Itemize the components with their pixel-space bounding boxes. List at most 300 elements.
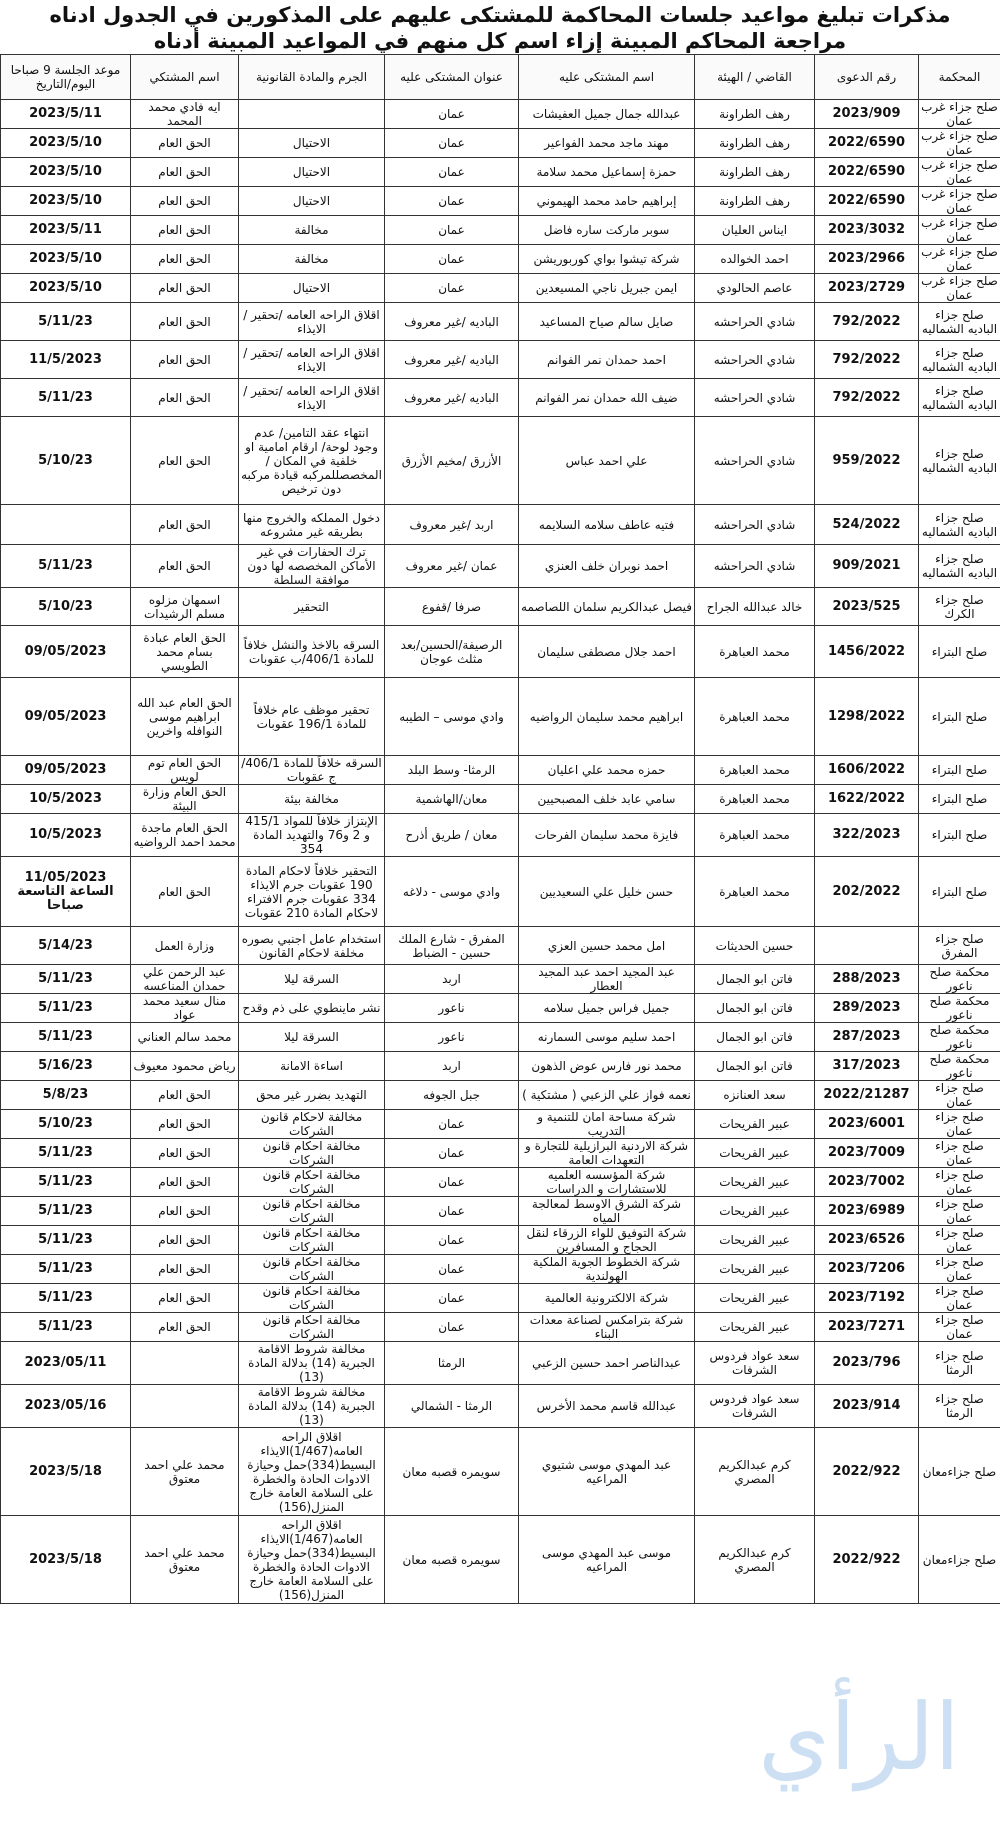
cell-judge: فاتن ابو الجمال [695,1052,815,1081]
cell-case-number: 2023/7192 [815,1284,919,1313]
cell-judge: شادي الحراحشه [695,505,815,545]
cell-offense: مخالفة احكام قانون الشركات [239,1226,385,1255]
cell-defendant-name: عبد المهدي موسى شتيوي المراعيه [519,1428,695,1516]
cell-session-date: 5/10/23 [1,417,131,505]
cell-complainant: الحق العام [131,857,239,927]
cell-session-date: 5/11/23 [1,1197,131,1226]
cell-complainant: الحق العام توم لويس [131,756,239,785]
table-row [1,1428,1000,1516]
cell-defendant-name: عبدالناصر احمد حسين الزعبي [519,1342,695,1385]
cell-defendant-name: عبد المجيد احمد عبد المجيد العطار [519,965,695,994]
cell-defendant-name: فايزة محمد سليمان الفرحات [519,814,695,857]
cell-case-number: 2023/6526 [815,1226,919,1255]
cell-offense: اقلاق الراحه العامه(1/467)الايذاء البسيط(334)حمل وحيازة الادوات الحادة والخطرة على السلامة العامة خارج المنزل(156) [239,1516,385,1604]
cell-defendant-address: المفرق - شارع الملك حسين - الضباط [385,927,519,965]
cell-defendant-address: عمان [385,1255,519,1284]
cell-defendant-name: حمزه محمد علي اعليان [519,756,695,785]
cell-complainant: الحق العام [131,1284,239,1313]
cell-defendant-address: سويمره قصبه معان [385,1516,519,1604]
cell-defendant-address: الباديه /غير معروف [385,379,519,417]
cell-complainant: الحق العام [131,158,239,187]
cell-judge: عبير الفريحات [695,1313,815,1342]
cell-defendant-name: امل محمد حسين العزي [519,927,695,965]
cell-complainant: الحق العام [131,1110,239,1139]
cell-complainant: محمد علي احمد معتوق [131,1516,239,1604]
cell-offense: الاحتيال [239,187,385,216]
cell-complainant: الحق العام ماجدة محمد احمد الرواضيه [131,814,239,857]
cell-court: محكمة صلح ناعور [919,994,1000,1023]
cell-court: صلح جزاء غرب عمان [919,158,1000,187]
table-row [1,341,1000,379]
cell-court: صلح جزاء عمان [919,1139,1000,1168]
cell-offense: استخدام عامل اجنبي بصوره مخلفة لاحكام القانون [239,927,385,965]
cell-defendant-address: الباديه /غير معروف [385,303,519,341]
cell-judge: ايناس العليان [695,216,815,245]
cell-offense: مخالفة احكام قانون الشركات [239,1139,385,1168]
cell-defendant-name: شركة التوفيق للواء الزرقاء لنقل الحجاج و المسافرين [519,1226,695,1255]
cell-offense: السرقه بالاخذ والنشل خلافاً للمادة 406/1/ب عقوبات [239,626,385,678]
table-body [1,100,1000,1604]
cell-case-number: 322/2023 [815,814,919,857]
cell-complainant: الحق العام [131,379,239,417]
cell-defendant-name: احمد نوبران خلف العنزي [519,545,695,588]
cell-defendant-address: عمان [385,1226,519,1255]
header-court: المحكمة [919,55,1000,100]
cell-court: صلح جزاء عمان [919,1284,1000,1313]
cell-defendant-address: عمان [385,100,519,129]
cell-complainant: منال سعيد محمد عواد [131,994,239,1023]
cell-defendant-address: اربد /غير معروف [385,505,519,545]
table-row [1,678,1000,756]
cell-offense: مخالفة لاحكام قانون الشركات [239,1110,385,1139]
cell-judge: رهف الطراونة [695,129,815,158]
cell-complainant: الحق العام [131,1139,239,1168]
table-row [1,303,1000,341]
cell-session-date: 2023/5/10 [1,187,131,216]
table-row [1,1168,1000,1197]
cell-complainant: وزارة العمل [131,927,239,965]
cell-defendant-address: عمان [385,1110,519,1139]
cell-case-number: 1606/2022 [815,756,919,785]
cell-complainant: الحق العام [131,341,239,379]
cell-judge: سعد العنانزه [695,1081,815,1110]
cell-defendant-name: فيصل عبدالكريم سلمان اللصاصمه [519,588,695,626]
cell-session-date: 5/16/23 [1,1052,131,1081]
cell-defendant-name: جميل فراس جميل سلامه [519,994,695,1023]
cell-defendant-name: صايل سالم صياح المساعيد [519,303,695,341]
cell-offense: السرقة ليلا [239,1023,385,1052]
cell-defendant-address: عمان [385,1139,519,1168]
cell-offense: اقلاق الراحه العامه /تحقير /الايذاء [239,379,385,417]
cell-offense: مخالفة احكام قانون الشركات [239,1313,385,1342]
cell-defendant-address: عمان [385,158,519,187]
cell-court: صلح جزاء الباديه الشماليه [919,417,1000,505]
cell-session-date: 2023/5/10 [1,245,131,274]
cell-case-number: 2023/7206 [815,1255,919,1284]
table-row [1,756,1000,785]
cell-court: صلح جزاء عمان [919,1110,1000,1139]
table-row [1,245,1000,274]
cell-session-date: 10/5/2023 [1,785,131,814]
cell-complainant: الحق العام [131,1313,239,1342]
newspaper-logo-watermark: الرأي [758,1684,960,1791]
cell-complainant: الحق العام [131,1197,239,1226]
cell-complainant [131,1385,239,1428]
table-row [1,994,1000,1023]
cell-defendant-name: احمد جلال مصطفى سليمان [519,626,695,678]
cell-complainant: الحق العام عبد الله ابراهيم موسى النوافله واخرين [131,678,239,756]
cell-offense: مخالفة احكام قانون الشركات [239,1284,385,1313]
cell-judge: شادي الحراحشه [695,545,815,588]
cell-complainant: الحق العام [131,303,239,341]
cell-defendant-address: الرمثا [385,1342,519,1385]
cell-case-number: 2022/6590 [815,129,919,158]
cell-judge: شادي الحراحشه [695,303,815,341]
cell-defendant-name: موسى عبد المهدي موسى المراعيه [519,1516,695,1604]
cell-judge: عاصم الحالودي [695,274,815,303]
cell-defendant-address: عمان [385,274,519,303]
cell-case-number: 289/2023 [815,994,919,1023]
table-header-row [1,55,1000,100]
cell-court: صلح جزاء الباديه الشماليه [919,379,1000,417]
cell-defendant-address: عمان [385,216,519,245]
cell-complainant: الحق العام [131,245,239,274]
cell-session-date: 5/11/23 [1,1023,131,1052]
cell-judge: محمد العباهرة [695,756,815,785]
cell-court: صلح جزاء عمان [919,1168,1000,1197]
table-row [1,1255,1000,1284]
cell-defendant-address: الرصيفة/الحسين/بعد مثلث عوجان [385,626,519,678]
cell-case-number: 202/2022 [815,857,919,927]
table-row [1,1313,1000,1342]
cell-case-number [815,927,919,965]
cell-court: صلح البتراء [919,785,1000,814]
cell-session-date: 2023/5/11 [1,100,131,129]
cell-judge: عبير الفريحات [695,1255,815,1284]
cell-defendant-name: شركة المؤسسه العلميه للاستشارات و الدراسات [519,1168,695,1197]
cell-defendant-name: شركة الشرق الاوسط لمعالجة المياه [519,1197,695,1226]
cell-offense: مخالفة شروط الاقامة الجبرية (14) بدلالة المادة (13) [239,1342,385,1385]
header-judge: القاضي / الهيئة [695,55,815,100]
cell-court: صلح جزاء الرمثا [919,1385,1000,1428]
cell-court: محكمة صلح ناعور [919,965,1000,994]
cell-case-number: 2023/7009 [815,1139,919,1168]
table-row [1,588,1000,626]
cell-complainant: الحق العام [131,417,239,505]
cell-case-number: 1456/2022 [815,626,919,678]
cell-session-date: 5/10/23 [1,588,131,626]
cell-session-date: 5/11/23 [1,1139,131,1168]
cell-court: صلح جزاءمعان [919,1428,1000,1516]
cell-judge: عبير الفريحات [695,1284,815,1313]
cell-offense: مخالفة احكام قانون الشركات [239,1255,385,1284]
cell-defendant-address: الأزرق /مخيم الأزرق [385,417,519,505]
cell-judge: عبير الفريحات [695,1110,815,1139]
cell-offense: اقلاق الراحه العامه /تحقير /الايذاء [239,303,385,341]
page-title: مذكرات تبليغ مواعيد جلسات المحاكمة للمشتكى عليهم على المذكورين في الجدول ادناه مراجعة المحاكم المبينة إزاء اسم كل منهم في المواعيد المبينة أدناه [49,3,951,53]
cell-offense: مخالفة بيئة [239,785,385,814]
cell-court: صلح جزاء غرب عمان [919,187,1000,216]
cell-case-number: 1622/2022 [815,785,919,814]
table-row [1,379,1000,417]
cell-defendant-address: عمان [385,1197,519,1226]
table-row [1,505,1000,545]
cell-case-number: 288/2023 [815,965,919,994]
cell-complainant: ايه فادي محمد المحمد [131,100,239,129]
header-offense: الجرم والمادة القانونية [239,55,385,100]
cell-session-date: 09/05/2023 [1,756,131,785]
table-row [1,1081,1000,1110]
cell-complainant: عبد الرحمن علي حمدان المناعسه [131,965,239,994]
table-row [1,100,1000,129]
cell-judge: محمد العباهرة [695,785,815,814]
cell-court: صلح جزاء غرب عمان [919,100,1000,129]
cell-defendant-address: جبل الجوفه [385,1081,519,1110]
cell-case-number: 2022/922 [815,1428,919,1516]
cell-offense: السرقه خلافاً للمادة 406/1/ج عقوبات [239,756,385,785]
cell-complainant: الحق العام [131,187,239,216]
cell-complainant: الحق العام [131,1168,239,1197]
cell-offense: السرقة ليلا [239,965,385,994]
cell-offense: دخول المملكه والخروج منها بطريقه غير مشروعه [239,505,385,545]
cell-defendant-address: ناعور [385,1023,519,1052]
cell-defendant-address: الرمثا - الشمالي [385,1385,519,1428]
hearings-table [0,54,1000,1604]
cell-court: صلح البتراء [919,678,1000,756]
cell-court: صلح جزاء الباديه الشماليه [919,341,1000,379]
cell-court: صلح جزاء غرب عمان [919,216,1000,245]
cell-court: صلح جزاء الرمثا [919,1342,1000,1385]
table-row [1,1023,1000,1052]
table-row [1,274,1000,303]
cell-complainant: الحق العام [131,1226,239,1255]
cell-court: صلح جزاء عمان [919,1313,1000,1342]
cell-case-number: 2022/6590 [815,187,919,216]
header-defendant-name: اسم المشتكى عليه [519,55,695,100]
cell-defendant-name: احمد حمدان نمر الفوانم [519,341,695,379]
cell-judge: سعد عواد فردوس الشرفات [695,1342,815,1385]
cell-defendant-name: نعمه فواز علي الزعبي ( مشتكية ) [519,1081,695,1110]
cell-defendant-name: احمد سليم موسى السمارنه [519,1023,695,1052]
cell-court: صلح البتراء [919,857,1000,927]
cell-judge: سعد عواد فردوس الشرفات [695,1385,815,1428]
cell-case-number: 317/2023 [815,1052,919,1081]
cell-judge: خالد عبدالله الجراح [695,588,815,626]
cell-defendant-name: فتيه عاطف سلامه السلايمه [519,505,695,545]
table-row [1,626,1000,678]
cell-judge: احمد الخوالده [695,245,815,274]
cell-court: صلح جزاء الباديه الشماليه [919,303,1000,341]
cell-defendant-name: محمد نور فارس عوض الذهون [519,1052,695,1081]
cell-judge: كرم عبدالكريم المصري [695,1516,815,1604]
cell-session-date: 5/11/23 [1,994,131,1023]
cell-judge: كرم عبدالكريم المصري [695,1428,815,1516]
cell-case-number: 792/2022 [815,379,919,417]
cell-offense: الاحتيال [239,129,385,158]
cell-session-date: 2023/5/18 [1,1428,131,1516]
cell-court: صلح البتراء [919,756,1000,785]
table-row [1,1284,1000,1313]
cell-session-date: 5/11/23 [1,1168,131,1197]
cell-case-number: 2023/7002 [815,1168,919,1197]
table-row [1,814,1000,857]
cell-offense: الاحتيال [239,274,385,303]
cell-court: صلح جزاء الباديه الشماليه [919,505,1000,545]
cell-defendant-name: عبدالله جمال جميل العفيشات [519,100,695,129]
cell-defendant-name: حسن خليل علي السعيديين [519,857,695,927]
cell-defendant-name: ايمن جبريل ناجي المسيعدين [519,274,695,303]
cell-court: صلح جزاءمعان [919,1516,1000,1604]
cell-complainant: الحق العام عبادة بسام محمد الطويسي [131,626,239,678]
cell-offense: انتهاء عقد التامين/ عدم وجود لوحة/ ارقام امامية او خلفية في المكان / المخصصللمركبه قيادة مركبه دون ترخيص [239,417,385,505]
cell-session-date: 5/14/23 [1,927,131,965]
cell-defendant-name: عبدالله قاسم محمد الأخرس [519,1385,695,1428]
cell-defendant-name: سوبر ماركت ساره فاضل [519,216,695,245]
table-row [1,1110,1000,1139]
table-row [1,857,1000,927]
cell-session-date: 5/8/23 [1,1081,131,1110]
cell-complainant: رياض محمود معيوف [131,1052,239,1081]
cell-offense: التحقير خلافاً لاحكام المادة 190 عقوبات جرم الايذاء 334 عقوبات جرم الافتراء لاحكام المادة 210 عقوبات [239,857,385,927]
table-row [1,417,1000,505]
table-row [1,927,1000,965]
cell-court: صلح جزاء عمان [919,1197,1000,1226]
cell-complainant [131,1342,239,1385]
cell-defendant-name: شركة مساحة امان للتنمية و التدريب [519,1110,695,1139]
cell-offense: مخالفة شروط الاقامة الجبرية (14) بدلالة المادة (13) [239,1385,385,1428]
cell-judge: رهف الطراونة [695,158,815,187]
cell-session-date: 10/5/2023 [1,814,131,857]
cell-offense: تحقير موظف عام خلافاً للمادة 196/1 عقوبات [239,678,385,756]
cell-defendant-address: وادي موسى – الطيبه [385,678,519,756]
cell-session-date: 09/05/2023 [1,626,131,678]
cell-session-date: 2023/05/16 [1,1385,131,1428]
header-defendant-address: عنوان المشتكى عليه [385,55,519,100]
table-row [1,1052,1000,1081]
cell-court: صلح جزاء عمان [919,1255,1000,1284]
cell-complainant: اسمهان مزلوه مسلم الرشيدات [131,588,239,626]
cell-court: محكمة صلح ناعور [919,1023,1000,1052]
cell-judge: محمد العباهرة [695,678,815,756]
table-row [1,187,1000,216]
cell-case-number: 287/2023 [815,1023,919,1052]
cell-case-number: 2023/6001 [815,1110,919,1139]
table-row [1,1385,1000,1428]
cell-court: صلح جزاء غرب عمان [919,129,1000,158]
cell-session-date: 2023/5/11 [1,216,131,245]
cell-case-number: 909/2021 [815,545,919,588]
cell-session-date: 5/11/23 [1,303,131,341]
cell-judge: شادي الحراحشه [695,417,815,505]
cell-session-date: 11/05/2023 الساعة التاسعة صباحا [1,857,131,927]
cell-session-date: 5/11/23 [1,1255,131,1284]
cell-case-number: 2023/2966 [815,245,919,274]
cell-defendant-name: ضيف الله حمدان نمر الفوانم [519,379,695,417]
cell-session-date: 5/11/23 [1,965,131,994]
table-row [1,158,1000,187]
cell-offense: مخالفة [239,216,385,245]
cell-complainant: الحق العام [131,216,239,245]
cell-defendant-address: عمان [385,245,519,274]
table-row [1,1516,1000,1604]
table-row [1,129,1000,158]
cell-defendant-address: معان/الهاشمية [385,785,519,814]
cell-case-number: 2023/7271 [815,1313,919,1342]
cell-defendant-address: الباديه /غير معروف [385,341,519,379]
cell-defendant-address: عمان [385,1168,519,1197]
cell-offense: التحقير [239,588,385,626]
cell-session-date: 2023/5/10 [1,158,131,187]
cell-defendant-address: عمان [385,1284,519,1313]
cell-session-date: 2023/5/18 [1,1516,131,1604]
cell-judge: شادي الحراحشه [695,341,815,379]
cell-complainant: الحق العام [131,129,239,158]
cell-complainant: الحق العام وزارة البيئة [131,785,239,814]
cell-case-number: 2022/21287 [815,1081,919,1110]
cell-judge: فاتن ابو الجمال [695,1023,815,1052]
table-row [1,1197,1000,1226]
cell-court: صلح جزاء عمان [919,1081,1000,1110]
table-row [1,1139,1000,1168]
cell-case-number: 524/2022 [815,505,919,545]
cell-court: صلح جزاء عمان [919,1226,1000,1255]
cell-defendant-address: عمان [385,187,519,216]
cell-offense: التهديد بضرر غير محق [239,1081,385,1110]
cell-offense: اساءة الامانة [239,1052,385,1081]
cell-case-number: 2023/3032 [815,216,919,245]
cell-offense: اقلاق الراحه العامه(1/467)الايذاء البسيط(334)حمل وحيازة الادوات الحادة والخطرة على السلامة العامة خارج المنزل(156) [239,1428,385,1516]
cell-case-number: 792/2022 [815,303,919,341]
cell-case-number: 2022/922 [815,1516,919,1604]
cell-offense: الاحتيال [239,158,385,187]
cell-defendant-name: علي احمد عباس [519,417,695,505]
cell-offense: الإبتزاز خلافاً للمواد 415/1 و 2 و76 والتهديد المادة 354 [239,814,385,857]
cell-case-number: 2023/914 [815,1385,919,1428]
cell-session-date: 5/11/23 [1,545,131,588]
cell-defendant-name: إبراهيم حامد محمد الهيموني [519,187,695,216]
cell-case-number: 1298/2022 [815,678,919,756]
cell-case-number: 2023/909 [815,100,919,129]
cell-court: صلح جزاء المفرق [919,927,1000,965]
cell-court: صلح البتراء [919,626,1000,678]
cell-case-number: 2023/796 [815,1342,919,1385]
cell-complainant: محمد سالم العناني [131,1023,239,1052]
cell-defendant-name: شركة بترامكس لصناعة معدات البناء [519,1313,695,1342]
cell-session-date: 2023/5/10 [1,129,131,158]
cell-case-number: 2023/6989 [815,1197,919,1226]
cell-court: محكمة صلح ناعور [919,1052,1000,1081]
cell-session-date: 5/11/23 [1,1226,131,1255]
cell-judge: محمد العباهرة [695,626,815,678]
cell-defendant-address: ناعور [385,994,519,1023]
cell-defendant-address: معان / طريق أذرح [385,814,519,857]
cell-case-number: 2023/525 [815,588,919,626]
cell-judge: شادي الحراحشه [695,379,815,417]
cell-defendant-address: وادي موسى - دلاغه [385,857,519,927]
cell-offense: اقلاق الراحه العامه /تحقير /الايذاء [239,341,385,379]
cell-complainant: الحق العام [131,505,239,545]
cell-judge: محمد العباهرة [695,814,815,857]
table-row [1,785,1000,814]
cell-session-date [1,505,131,545]
cell-defendant-name: مهند ماجد محمد الفواعير [519,129,695,158]
cell-complainant: الحق العام [131,545,239,588]
cell-judge: رهف الطراونة [695,100,815,129]
cell-judge: عبير الفريحات [695,1226,815,1255]
table-row [1,216,1000,245]
table-row [1,1342,1000,1385]
cell-session-date: 2023/05/11 [1,1342,131,1385]
